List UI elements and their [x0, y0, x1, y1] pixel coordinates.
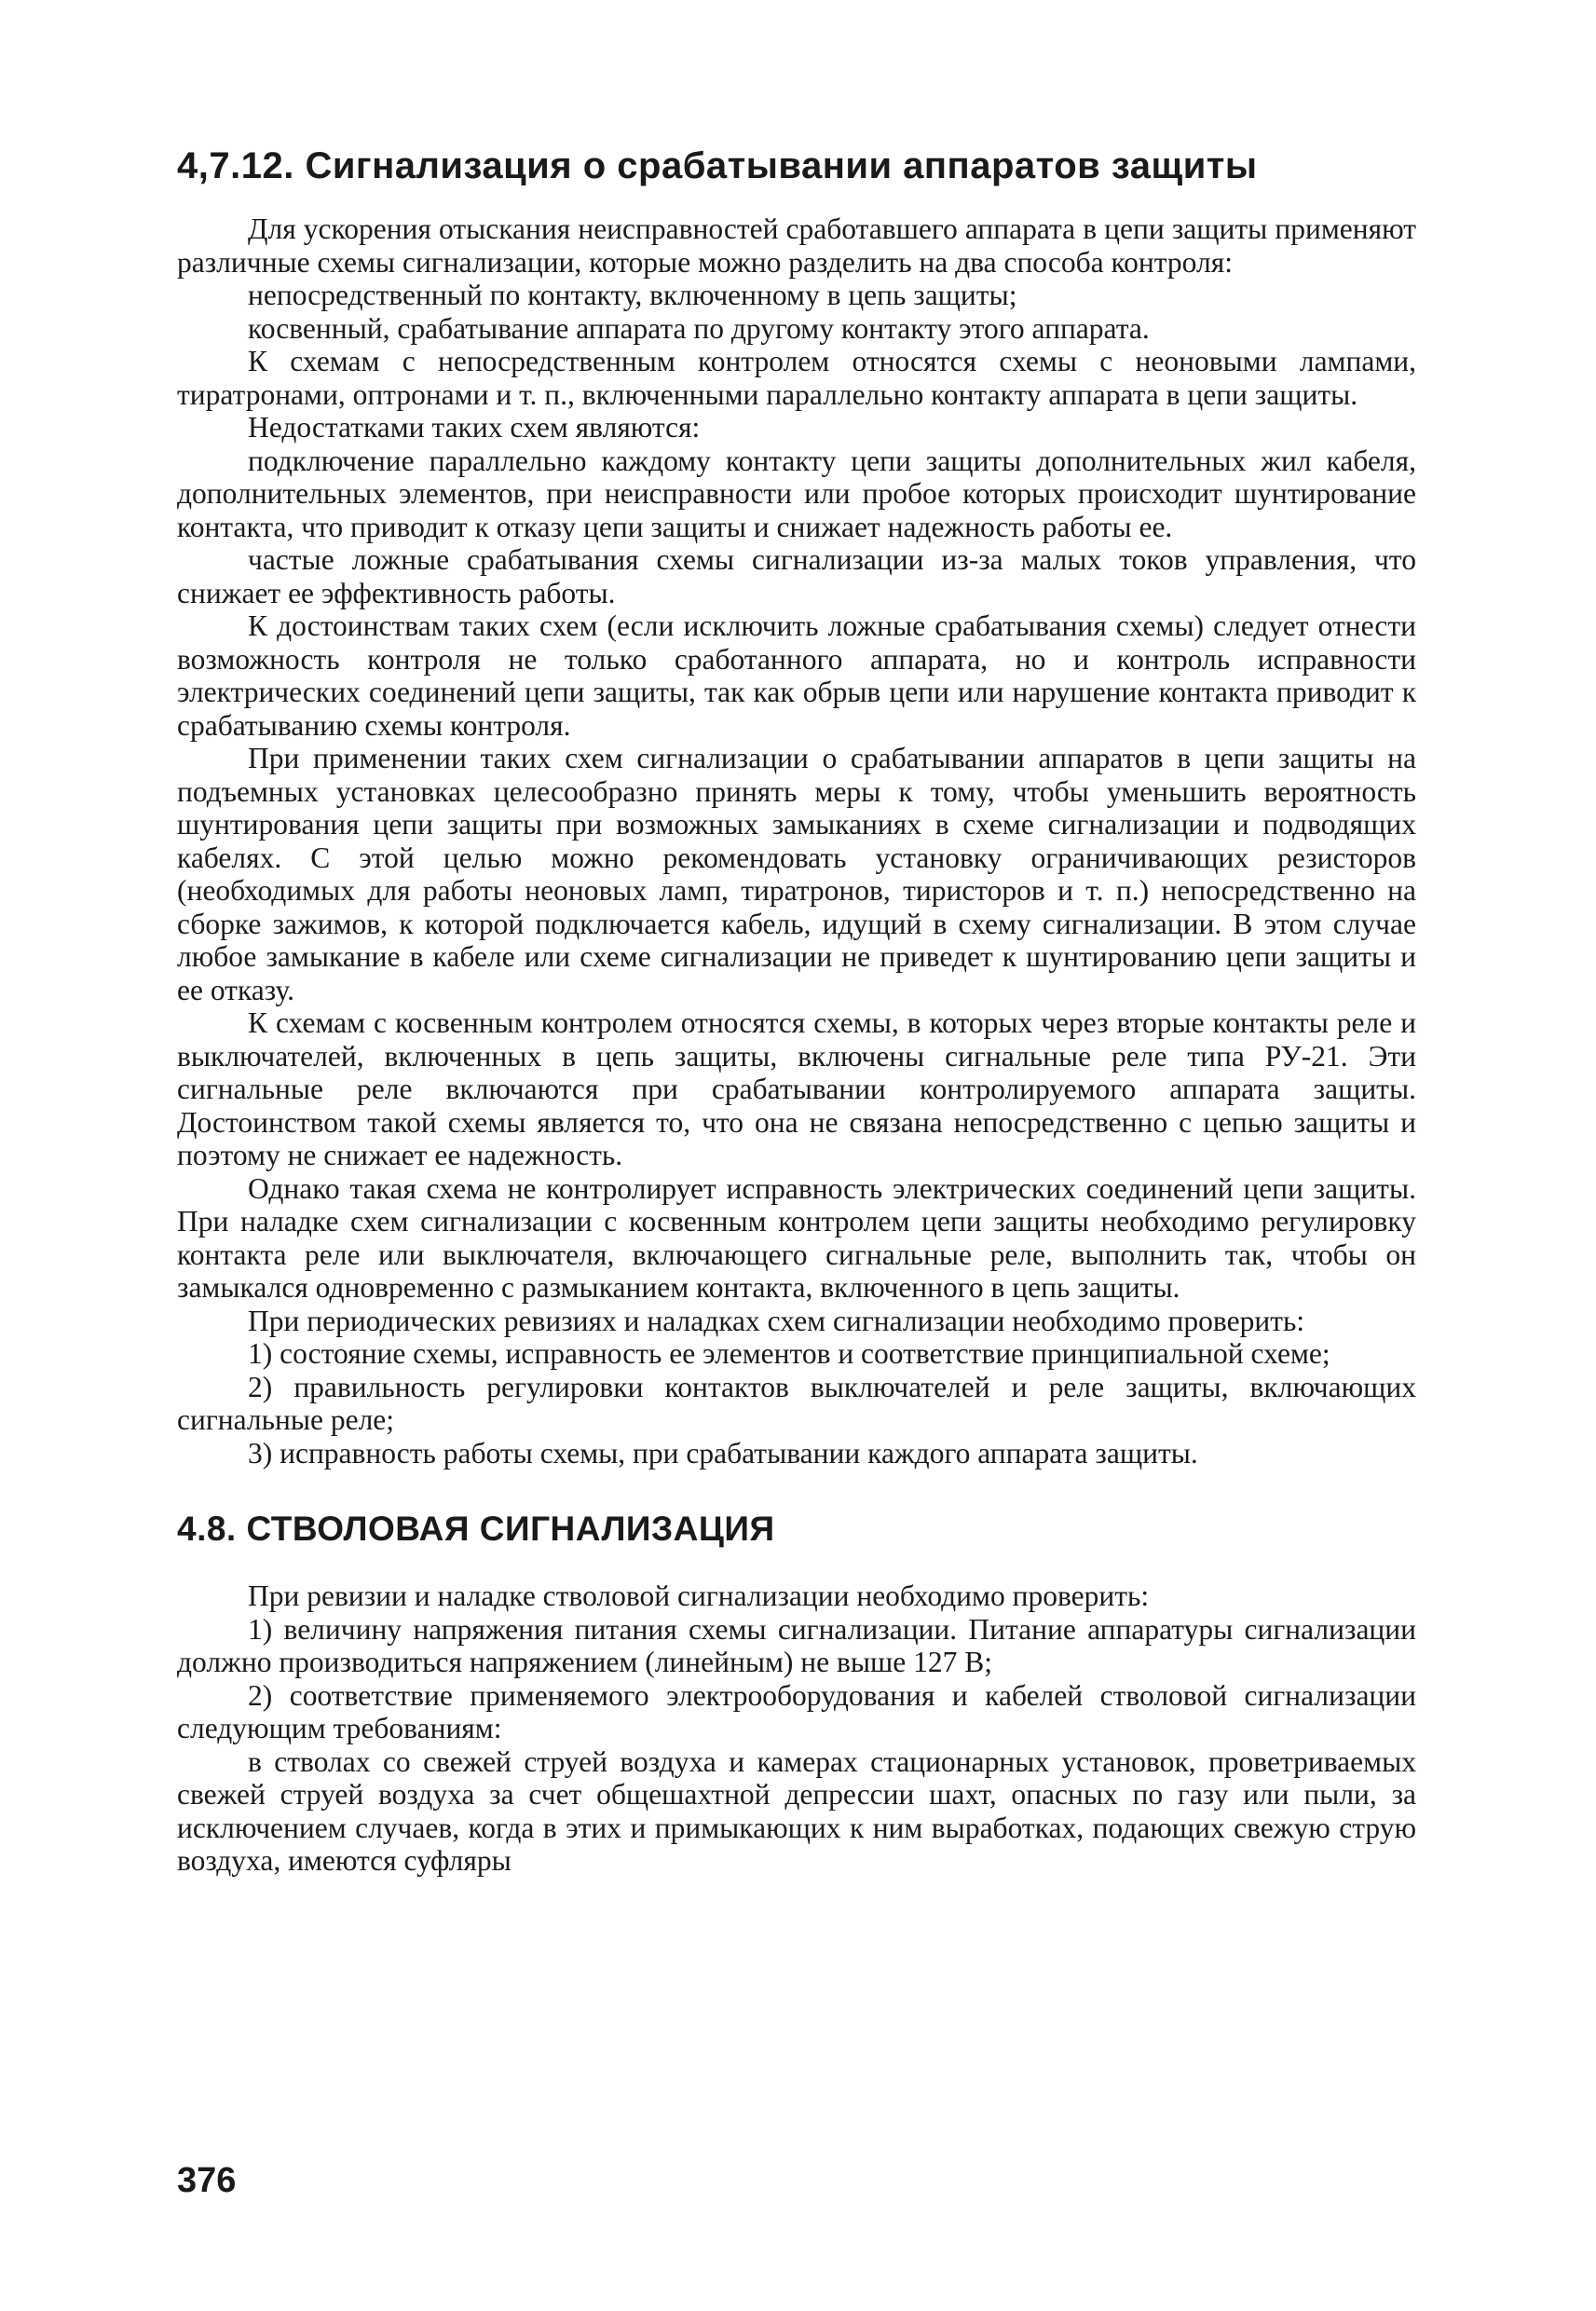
list-item: 1) состояние схемы, исправность ее элементов и соответствие принципиальной схеме;	[248, 1337, 1330, 1370]
page-body	[177, 140, 1416, 1878]
page-number: 376	[177, 2161, 237, 2200]
paragraph: К достоинствам таких схем (если исключить ложные срабатывания схемы) следует отнести возможность контроля не только сработанного аппарата, но и контроль исправности электрических соединений цепи защиты, так как обрыв цепи или нарушение контакта приводит к срабатыванию схемы контроля.	[177, 609, 1416, 742]
section-title-4-7-12: 4,7.12. Сигнализация о срабатывании аппаратов защиты	[177, 145, 1258, 186]
paragraph: При применении таких схем сигнализации о срабатывании аппаратов в цепи защиты на подъемных установках целесообразно принять меры к тому, чтобы уменьшить вероятность шунтирования цепи защиты при возможных замыканиях в схеме сигнализации и подводящих кабелях. С этой целью можно рекомендовать установку ограничивающих резисторов (необходимых для работы неоновых ламп, тиратронов, тиристоров и т. п.) непосредственно на сборке зажимов, к которой подключается кабель, идущий в схему сигнализации. В этом случае любое замыкание в кабеле или схеме сигнализации не приведет к шунтированию цепи защиты и ее отказу.	[177, 742, 1416, 1006]
paragraph: К схемам с непосредственным контролем относятся схемы с неоновыми лампами, тиратронами, оптронами и т. п., включенными параллельно контакту аппарата в цепи защиты.	[177, 345, 1416, 411]
paragraph: При периодических ревизиях и наладках схем сигнализации необходимо проверить:	[248, 1304, 1305, 1337]
paragraph: Однако такая схема не контролирует исправность электрических соединений цепи защиты. При наладке схем сигнализации с косвенным контролем цепи защиты необходимо регулировку контакта реле или выключателя, включающего сигнальные реле, выполнить так, чтобы он замыкался одновременно с размыканием контакта, включенного в цепь защиты.	[177, 1171, 1416, 1304]
paragraph: частые ложные срабатывания схемы сигнализации из-за малых токов управления, что снижает ее эффективность работы.	[177, 543, 1416, 609]
paragraph: косвенный, срабатывание аппарата по другому контакту этого аппарата.	[248, 311, 1150, 345]
list-item: 3) исправность работы схемы, при срабатывании каждого аппарата защиты.	[248, 1436, 1198, 1470]
paragraph: непосредственный по контакту, включенному в цепь защиты;	[248, 279, 1017, 311]
paragraph: Для ускорения отыскания неисправностей сработавшего аппарата в цепи защиты применяют различные схемы сигнализации, которые можно разделить на два способа контроля:	[177, 212, 1416, 279]
section-4-8-body	[177, 1579, 1416, 1878]
paragraph: К схемам с косвенным контролем относятся схемы, в которых через вторые контакты реле и выключателей, включенных в цепь защиты, включены сигнальные реле типа РУ-21. Эти сигнальные реле включаются при срабатывании контролируемого аппарата защиты. Достоинством такой схемы является то, что она не связана непосредственно с цепью защиты и поэтому не снижает ее надежность.	[177, 1006, 1416, 1171]
list-item: 2) соответствие применяемого электрооборудования и кабелей стволовой сигнализации следующим требованиям:	[177, 1678, 1416, 1744]
paragraph: в стволах со свежей струей воздуха и камерах стационарных установок, проветриваемых свежей струей воздуха за счет общешахтной депрессии шахт, опасных по газу или пыли, за исключением случаев, когда в этих и примыкающих к ним выработках, подающих свежую струю воздуха, имеются суфляры	[177, 1744, 1416, 1877]
list-item: 1) величину напряжения питания схемы сигнализации. Питание аппаратуры сигнализации должно производиться напряжением (линейным) не выше 127 В;	[177, 1612, 1416, 1678]
section-title-4-8: 4.8. СТВОЛОВАЯ СИГНАЛИЗАЦИЯ	[177, 1510, 775, 1548]
list-item: 2) правильность регулировки контактов выключателей и реле защиты, включающих сигнальные реле;	[177, 1370, 1416, 1436]
paragraph: При ревизии и наладке стволовой сигнализации необходимо проверить:	[248, 1579, 1150, 1612]
section-4-7-12-body	[177, 212, 1416, 1470]
paragraph: Недостатками таких схем являются:	[248, 411, 701, 444]
paragraph: подключение параллельно каждому контакту цепи защиты дополнительных жил кабеля, дополнительных элементов, при неисправности или пробое которых происходит шунтирование контакта, что приводит к отказу цепи защиты и снижает надежность работы ее.	[177, 444, 1416, 543]
